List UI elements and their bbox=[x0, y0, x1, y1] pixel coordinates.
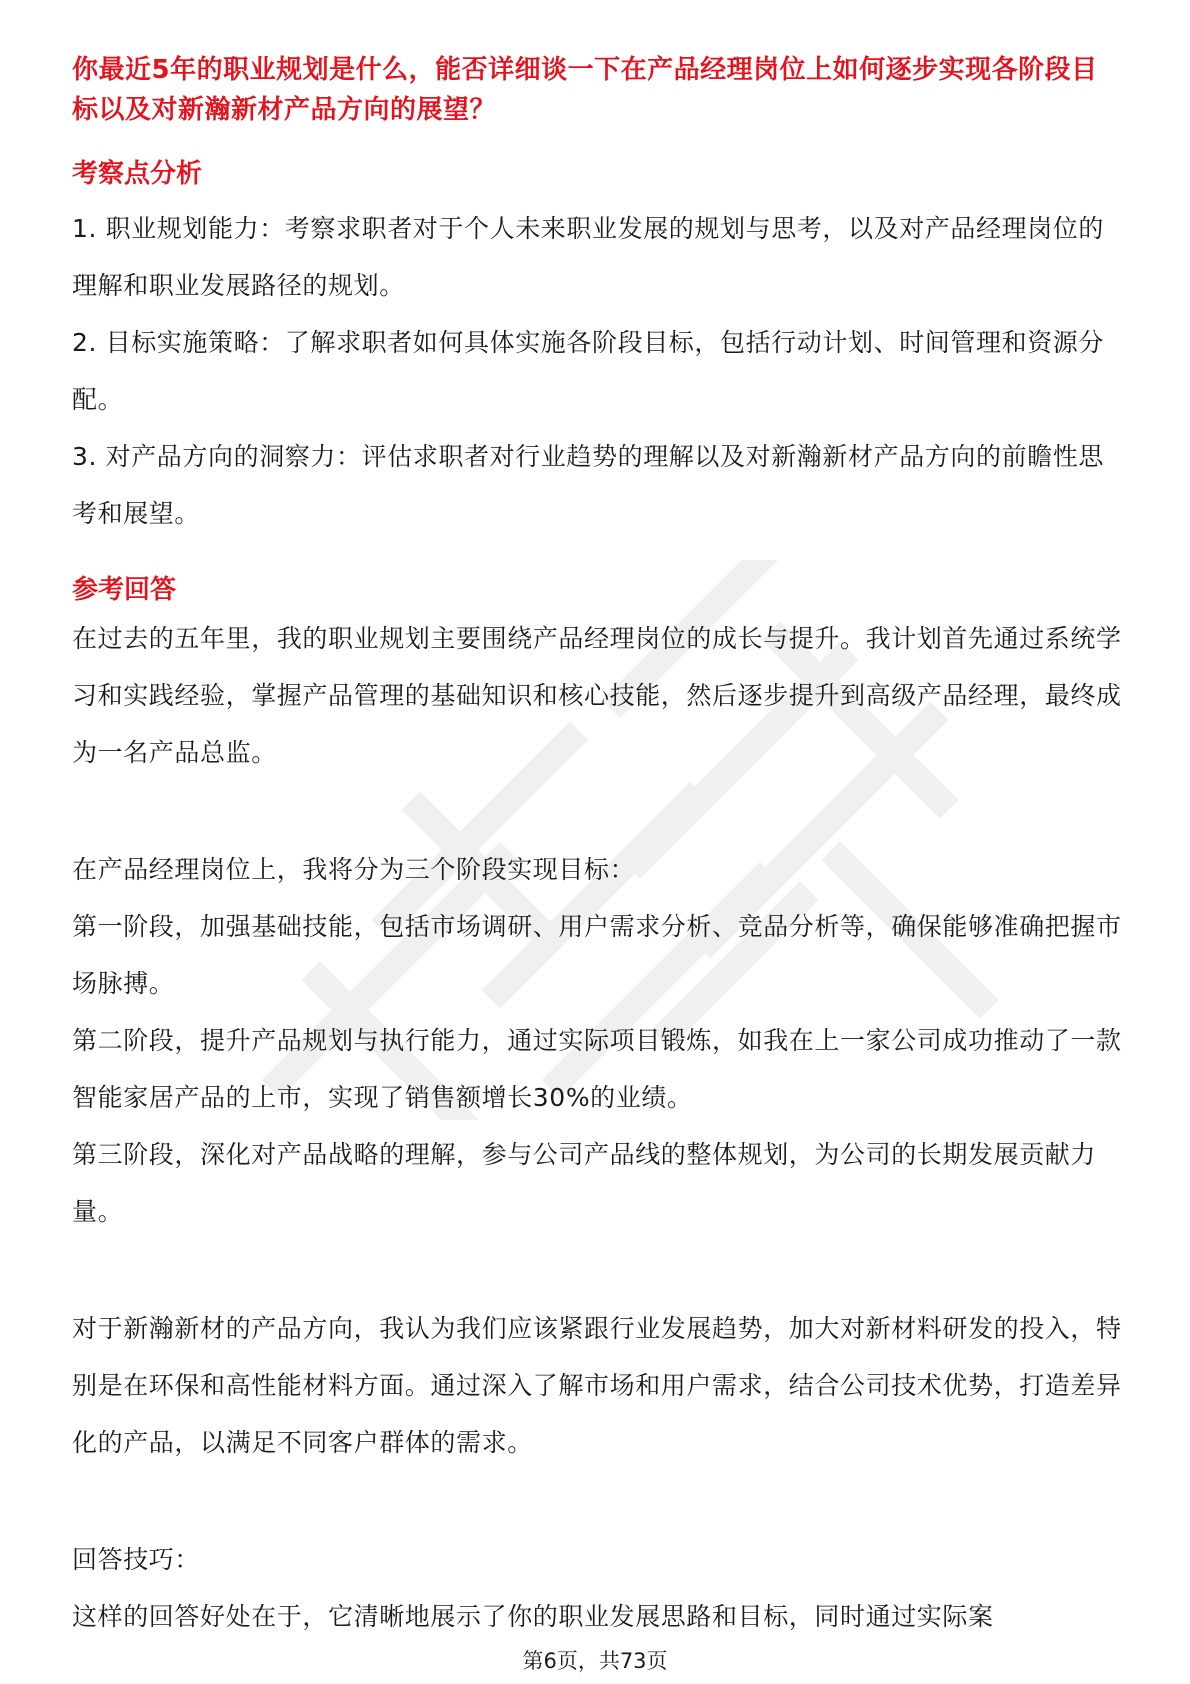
analysis-item: 1. 职业规划能力：考察求职者对于个人未来职业发展的规划与思考，以及对产品经理岗位的理解和职业发展路径的规划。 bbox=[72, 214, 1105, 300]
question-heading: 你最近5年的职业规划是什么，能否详细谈一下在产品经理岗位上如何逐步实现各阶段目标以及对新瀚新材产品方向的展望？ bbox=[72, 55, 1098, 125]
tips-title: 回答技巧： bbox=[72, 1545, 201, 1574]
document-content bbox=[72, 50, 1122, 1645]
answer-title: 参考回答 bbox=[72, 575, 177, 605]
answer-intro: 在过去的五年里，我的职业规划主要围绕产品经理岗位的成长与提升。我计划首先通过系统学习和实践经验，掌握产品管理的基础知识和核心技能，然后逐步提升到高级产品经理，最终成为一名产品总监。 bbox=[72, 624, 1122, 767]
analysis-item: 3. 对产品方向的洞察力：评估求职者对行业趋势的理解以及对新瀚新材产品方向的前瞻性思考和展望。 bbox=[72, 442, 1105, 528]
analysis-title: 考察点分析 bbox=[72, 159, 203, 189]
answer-block bbox=[72, 610, 1122, 1645]
analysis-item: 2. 目标实施策略：了解求职者如何具体实施各阶段目标，包括行动计划、时间管理和资源分配。 bbox=[72, 328, 1105, 414]
answer-stages-intro: 在产品经理岗位上，我将分为三个阶段实现目标： bbox=[72, 855, 636, 884]
page-number-footer: 第6页，共73页 bbox=[522, 1649, 668, 1673]
answer-stage: 第二阶段，提升产品规划与执行能力，通过实际项目锻炼，如我在上一家公司成功推动了一款智能家居产品的上市，实现了销售额增长30%的业绩。 bbox=[72, 1026, 1122, 1112]
analysis-list bbox=[72, 200, 1122, 542]
answer-outlook: 对于新瀚新材的产品方向，我认为我们应该紧跟行业发展趋势，加大对新材料研发的投入，特别是在环保和高性能材料方面。通过深入了解市场和用户需求，结合公司技术优势，打造差异化的产品，以满足不同客户群体的需求。 bbox=[72, 1314, 1122, 1457]
tips-text: 这样的回答好处在于，它清晰地展示了你的职业发展思路和目标，同时通过实际案 bbox=[72, 1602, 994, 1631]
answer-stage: 第一阶段，加强基础技能，包括市场调研、用户需求分析、竞品分析等，确保能够准确把握市场脉搏。 bbox=[72, 912, 1122, 998]
answer-stage: 第三阶段，深化对产品战略的理解，参与公司产品线的整体规划，为公司的长期发展贡献力量。 bbox=[72, 1140, 1097, 1226]
